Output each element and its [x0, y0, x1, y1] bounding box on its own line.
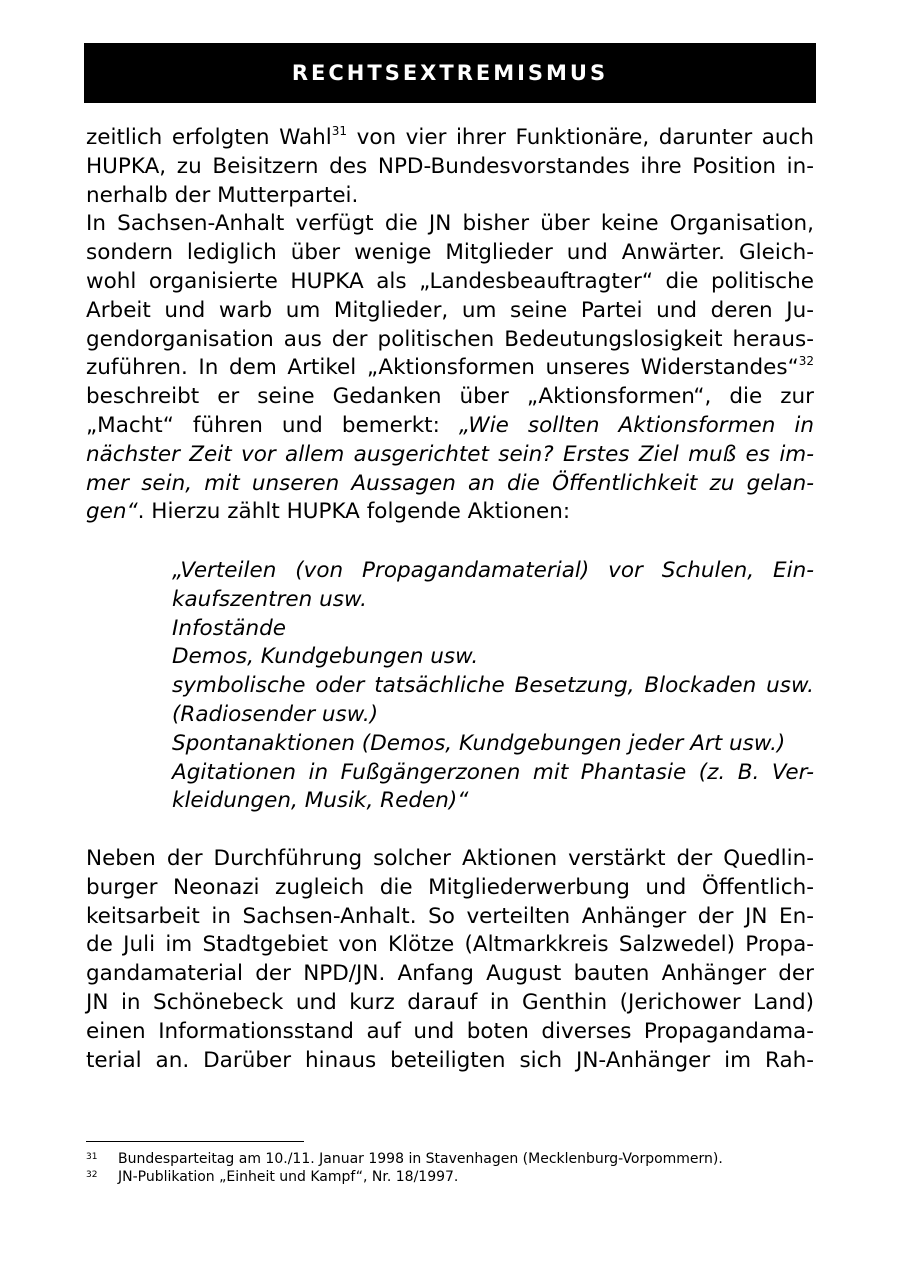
quote-line: Spontanaktionen (Demos, Kundgebungen jeder Art usw.) — [172, 730, 786, 756]
text-line: wohl organisierte HUPKA als „Landesbeauftragter“ die politische — [86, 268, 814, 294]
quote-line: Agitationen in Fußgängerzonen mit Phantasie (z. B. Ver- — [172, 759, 814, 785]
footnote-text: JN-Publikation „Einheit und Kampf“, Nr. 18/1997. — [118, 1169, 459, 1185]
quote-line: kaufszentren usw. — [172, 586, 367, 612]
paragraph-actions — [86, 845, 814, 1075]
footnotes — [86, 1150, 814, 1186]
text-line: In Sachsen-Anhalt verfügt die JN bisher über keine Organisation, — [86, 211, 814, 237]
footnote-ref-32: 32 — [798, 354, 814, 369]
block-quote — [172, 557, 814, 816]
text-line: beschreibt er seine Gedanken über „Aktionsformen“, die zur — [86, 384, 814, 410]
text-line: nächster Zeit vor allem ausgerichtet sein? Erstes Ziel muß es im- — [86, 441, 814, 467]
quote-line: (Radiosender usw.) — [172, 701, 379, 727]
quote-line: Infostände — [172, 615, 286, 641]
footnote-31 — [86, 1150, 814, 1168]
text-line: gen“. Hierzu zählt HUPKA folgende Aktionen: — [86, 499, 571, 525]
text-line: HUPKA, zu Beisitzern des NPD-Bundesvorstandes ihre Position in- — [86, 153, 814, 179]
text-line: zuführen. In dem Artikel „Aktionsformen unseres Widerstandes“$^{32}$ — [86, 354, 814, 381]
text-line: de Juli im Stadtgebiet von Klötze (Altmarkkreis Salzwedel) Propa- — [86, 932, 814, 958]
quote-line: Demos, Kundgebungen usw. — [172, 644, 479, 670]
text-line: zeitlich erfolgten Wahl$^{31}$ von vier ihrer Funktionäre, darunter auch — [86, 124, 814, 150]
footnote-text: Bundesparteitag am 10./11. Januar 1998 in Stavenhagen (Mecklenburg-Vorpommern). — [118, 1151, 723, 1167]
text-line: sondern lediglich über wenige Mitglieder und Anwärter. Gleich- — [86, 240, 814, 266]
footnote-number: 31 — [86, 1152, 98, 1162]
text-line: einen Informationsstand auf und boten diverses Propagandama- — [86, 1018, 814, 1044]
footnote-number: 32 — [86, 1170, 98, 1180]
quote-line: symbolische oder tatsächliche Besetzung, Blockaden usw. — [172, 673, 814, 699]
text-line: Arbeit und warb um Mitglieder, um seine Partei und deren Ju- — [86, 297, 814, 323]
text-line: terial an. Darüber hinaus beteiligten sich JN-Anhänger im Rah- — [86, 1047, 814, 1073]
text-line: keitsarbeit in Sachsen-Anhalt. So verteilten Anhänger der JN En- — [86, 903, 814, 929]
text-line: gandamaterial der NPD/JN. Anfang August bauten Anhänger der — [86, 961, 814, 987]
text-line: mer sein, mit unseren Aussagen an die Öffentlichkeit zu gelan- — [86, 470, 814, 496]
quote-line: kleidungen, Musik, Reden)“ — [172, 788, 469, 814]
text-line: burger Neonazi zugleich die Mitgliederwerbung und Öffentlich- — [86, 874, 814, 900]
text-line: JN in Schönebeck und kurz darauf in Genthin (Jerichower Land) — [86, 989, 814, 1015]
text-line: nerhalb der Mutterpartei. — [86, 182, 359, 208]
footnote-32 — [86, 1168, 814, 1186]
text-line: Neben der Durchführung solcher Aktionen verstärkt der Quedlin- — [86, 846, 814, 871]
page-header — [84, 43, 816, 103]
quote-line: „Verteilen (von Propagandamaterial) vor Schulen, Ein- — [172, 558, 814, 583]
text-line: gendorganisation aus der politischen Bedeutungslosigkeit heraus- — [86, 326, 814, 352]
paragraph-intro — [86, 124, 814, 527]
header-title: RECHTSEXTREMISMUS — [291, 61, 609, 85]
text-line: „Macht“ führen und bemerkt: „Wie sollten Aktionsformen in — [86, 412, 814, 438]
footnote-divider — [86, 1141, 304, 1142]
footnote-ref-31: 31 — [331, 124, 348, 138]
